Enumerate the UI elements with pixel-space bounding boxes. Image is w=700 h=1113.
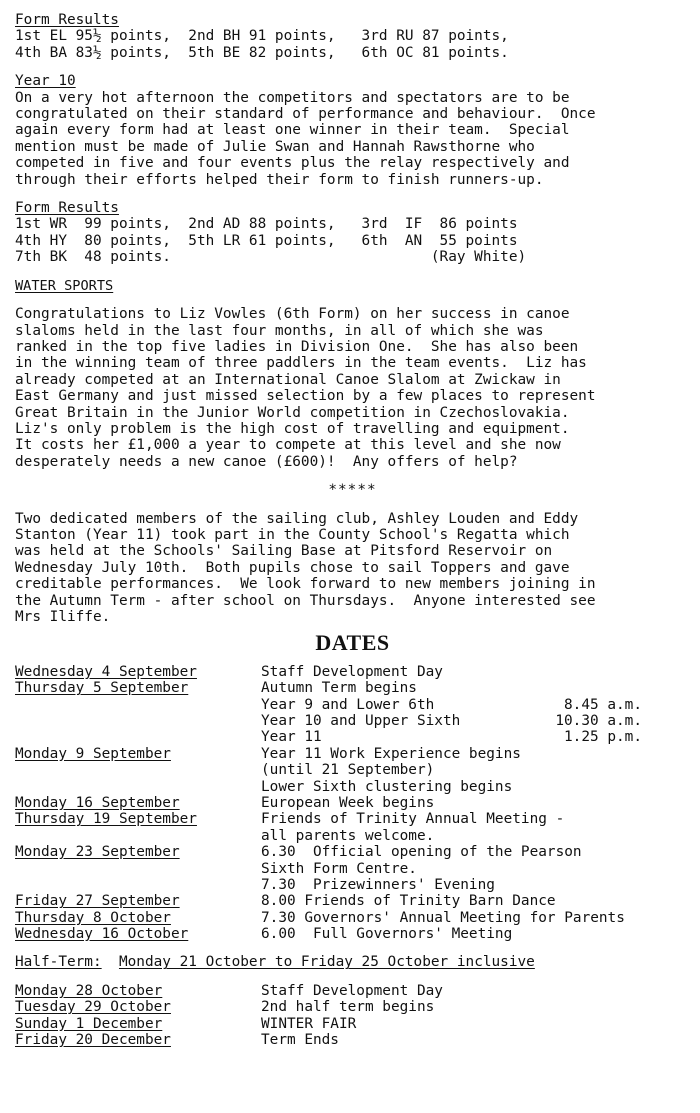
event-cell: 6.30 Official opening of the Pearson [261, 844, 582, 861]
date-cell: Sunday 1 December [15, 1015, 163, 1032]
half-term-line [15, 954, 690, 970]
paragraph-line: Two dedicated members of the sailing club, Ashley Louden and Eddy [15, 510, 579, 527]
date-cell: Friday 27 September [15, 893, 180, 910]
form-results-heading: Form Results [15, 200, 119, 217]
event-cell: Sixth Form Centre. [261, 860, 417, 877]
paragraph-line: On a very hot afternoon the competitors and spectators are to be [15, 89, 570, 106]
event-cell: WINTER FAIR [261, 1015, 357, 1032]
date-row [15, 999, 690, 1015]
date-cell: Monday 23 September [15, 844, 180, 861]
event-cell: Term Ends [261, 1032, 339, 1049]
paragraph-line: East Germany and just missed selection by a few places to represent [15, 388, 596, 405]
date-row [15, 877, 690, 893]
date-cell: Friday 20 December [15, 1032, 171, 1049]
paragraph-line: again every form had at least one winner in their team. Special [15, 122, 570, 139]
date-row [15, 680, 690, 696]
paragraph-line: Wednesday July 10th. Both pupils chose to sail Toppers and gave [15, 559, 570, 576]
half-term-value: Monday 21 October to Friday 25 October inclusive [118, 954, 535, 971]
paragraph-line: slaloms held in the last four months, in all of which she was [15, 322, 544, 339]
date-row [15, 983, 690, 999]
date-row [15, 926, 690, 942]
date-cell: Tuesday 29 October [15, 999, 171, 1016]
paragraph-line: Great Britain in the Junior World competition in Czechoslovakia. [15, 404, 570, 421]
paragraph-line: competed in five and four events plus the relay respectively and [15, 155, 570, 172]
form-results-line: 7th BK 48 points. (Ray White) [15, 249, 527, 266]
date-row [15, 664, 690, 680]
paragraph-line: Stanton (Year 11) took part in the County School's Regatta which [15, 526, 570, 543]
paragraph-line: mention must be made of Julie Swan and Hannah Rawsthorne who [15, 138, 535, 155]
paragraph-line: in the winning team of three paddlers in the team events. Liz has [15, 355, 587, 372]
date-cell: Thursday 19 September [15, 811, 197, 828]
event-cell: Staff Development Day [261, 663, 443, 680]
newsletter-page [15, 12, 690, 1048]
date-row [15, 1032, 690, 1048]
event-cell: Staff Development Day [261, 982, 443, 999]
event-cell: all parents welcome. [261, 827, 435, 844]
date-row [15, 779, 690, 795]
dates-title: DATES [315, 630, 390, 656]
event-cell: 7.30 Prizewinners' Evening [261, 876, 495, 893]
event-cell: 6.00 Full Governors' Meeting [261, 926, 513, 943]
date-cell: Monday 16 September [15, 794, 180, 811]
event-cell: Lower Sixth clustering begins [261, 778, 513, 795]
date-row [15, 697, 690, 713]
paragraph-line: Mrs Iliffe. [15, 609, 111, 625]
date-row [15, 811, 690, 827]
form-results-line: 4th HY 80 points, 5th LR 61 points, 6th AN 55 points [15, 232, 518, 249]
form-results-line: 4th BA 83½ points, 5th BE 82 points, 6th OC 81 points. [15, 44, 509, 61]
time-cell: 8.45 a.m. [564, 696, 642, 713]
date-cell: Monday 9 September [15, 745, 171, 762]
year10-heading: Year 10 [15, 73, 76, 90]
form-results-line: 1st WR 99 points, 2nd AD 88 points, 3rd IF 86 points [15, 216, 518, 233]
paragraph-line: It costs her £1,000 a year to compete at this level and she now [15, 437, 561, 454]
date-cell: Wednesday 4 September [15, 663, 197, 680]
dates-table [15, 664, 690, 943]
date-row [15, 1016, 690, 1032]
paragraph-line: Congratulations to Liz Vowles (6th Form) on her success in canoe [15, 306, 570, 323]
date-row [15, 893, 690, 909]
date-row [15, 746, 690, 762]
event-cell: Autumn Term begins [261, 680, 417, 697]
date-row [15, 844, 690, 860]
date-row [15, 828, 690, 844]
paragraph-line: Liz's only problem is the high cost of travelling and equipment. [15, 420, 570, 437]
event-cell: 7.30 Governors' Annual Meeting for Parents [261, 909, 625, 926]
paragraph-line: ranked in the top five ladies in Division One. She has also been [15, 338, 579, 355]
paragraph-line: through their efforts helped their form to finish runners-up. [15, 171, 544, 188]
date-cell: Monday 28 October [15, 982, 163, 999]
time-cell: 10.30 a.m. [555, 712, 642, 729]
half-term-label: Half-Term: [15, 954, 102, 971]
date-row [15, 795, 690, 811]
dates-table-2 [15, 983, 690, 1049]
date-cell: Wednesday 16 October [15, 926, 189, 943]
date-cell: Thursday 8 October [15, 909, 171, 926]
paragraph-line: was held at the Schools' Sailing Base at Pitsford Reservoir on [15, 543, 553, 560]
event-cell: Year 11 Work Experience begins [261, 745, 521, 762]
time-cell: 1.25 p.m. [564, 729, 642, 746]
event-cell: 8.00 Friends of Trinity Barn Dance [261, 893, 556, 910]
paragraph-line: already competed at an International Canoe Slalom at Zwickaw in [15, 371, 561, 388]
date-row [15, 861, 690, 877]
date-row [15, 713, 690, 729]
event-cell: Year 9 and Lower 6th [261, 696, 435, 713]
form-results-line: 1st EL 95½ points, 2nd BH 91 points, 3rd RU 87 points, [15, 28, 509, 45]
event-cell: (until 21 September) [261, 762, 435, 779]
form-results-heading: Form Results [15, 12, 119, 28]
event-cell: European Week begins [261, 794, 435, 811]
date-row [15, 910, 690, 926]
event-cell: Year 11 [261, 729, 322, 746]
paragraph-line: creditable performances. We look forward to new members joining in [15, 576, 596, 593]
date-row [15, 762, 690, 778]
date-row [15, 729, 690, 745]
event-cell: Year 10 and Upper Sixth [261, 712, 461, 729]
water-sports-heading: WATER SPORTS [15, 277, 114, 294]
paragraph-line: the Autumn Term - after school on Thursdays. Anyone interested see [15, 592, 596, 609]
date-cell: Thursday 5 September [15, 680, 189, 697]
paragraph-line: congratulated on their standard of performance and behaviour. Once [15, 106, 596, 123]
event-cell: 2nd half term begins [261, 999, 435, 1016]
section-separator: ***** [328, 482, 377, 499]
paragraph-line: desperately needs a new canoe (£600)! Any offers of help? [15, 453, 518, 470]
event-cell: Friends of Trinity Annual Meeting - [261, 811, 565, 828]
